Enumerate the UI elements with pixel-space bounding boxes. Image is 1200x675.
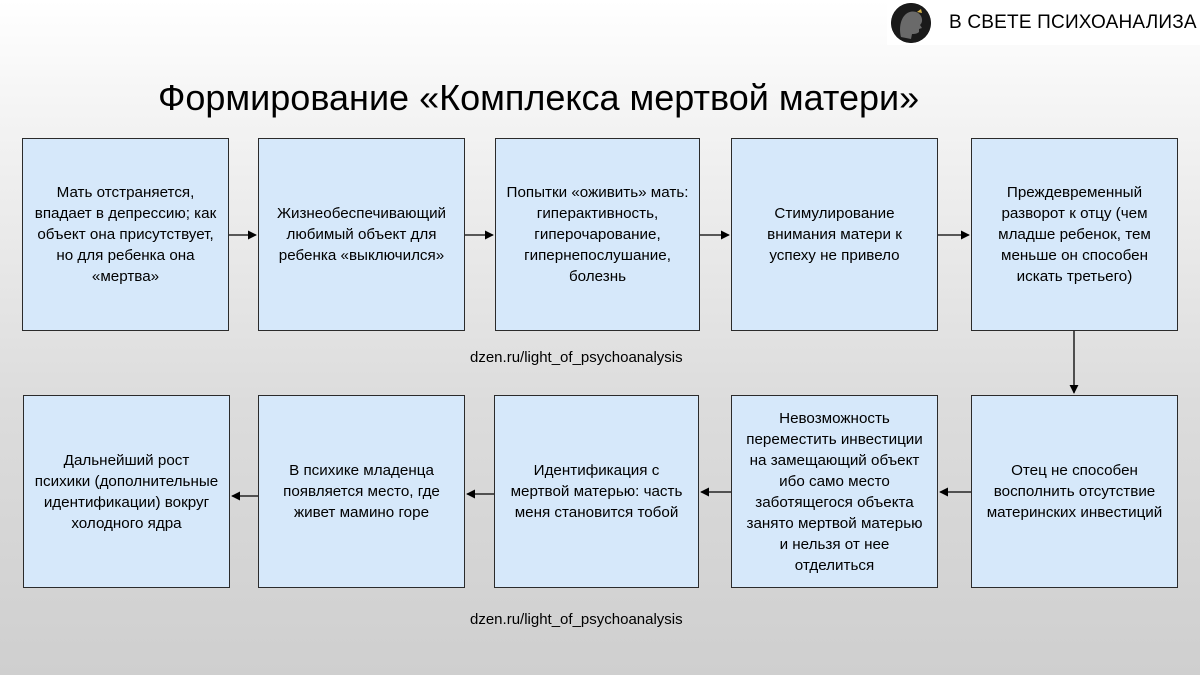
step-text-7: Невозможность переместить инвестиции на замещающий объект ибо само место заботящегося объекта занято мертвой матерью и нельзя от нее отделиться <box>746 409 923 574</box>
step-text-4: Стимулирование внимания матери к успеху не привело <box>767 205 902 264</box>
diagram-title: Формирование «Комплекса мертвой матери» <box>158 77 920 118</box>
step-text-6: Отец не способен восполнить отсутствие материнских инвестиций <box>986 462 1163 521</box>
step-text-1: Мать отстраняется, впадает в депрессию; как объект она присутствует, но для ребенка она «мертва» <box>34 184 217 285</box>
step-text-8: Идентификация с мертвой матерью: часть меня становится тобой <box>510 462 683 521</box>
step-text-2: Жизнеобеспечивающий любимый объект для ребенка «выключился» <box>276 205 447 264</box>
step-text-10: Дальнейший рост психики (дополнительные идентификации) вокруг холодного ядра <box>34 451 219 532</box>
step-text-9: В психике младенца появляется место, где живет мамино горе <box>283 462 440 521</box>
watermark-bottom: dzen.ru/light_of_psychoanalysis <box>470 611 683 628</box>
step-text-3: Попытки «оживить» мать: гиперактивность, гиперочарование, гипернепослушание, болезнь <box>506 184 689 285</box>
brand-name: В СВЕТЕ ПСИХОАНАЛИЗА <box>949 11 1197 33</box>
watermark-top: dzen.ru/light_of_psychoanalysis <box>470 349 683 366</box>
step-text-5: Преждевременный разворот к отцу (чем младше ребенок, тем меньше он способен искать третьего) <box>998 184 1151 285</box>
